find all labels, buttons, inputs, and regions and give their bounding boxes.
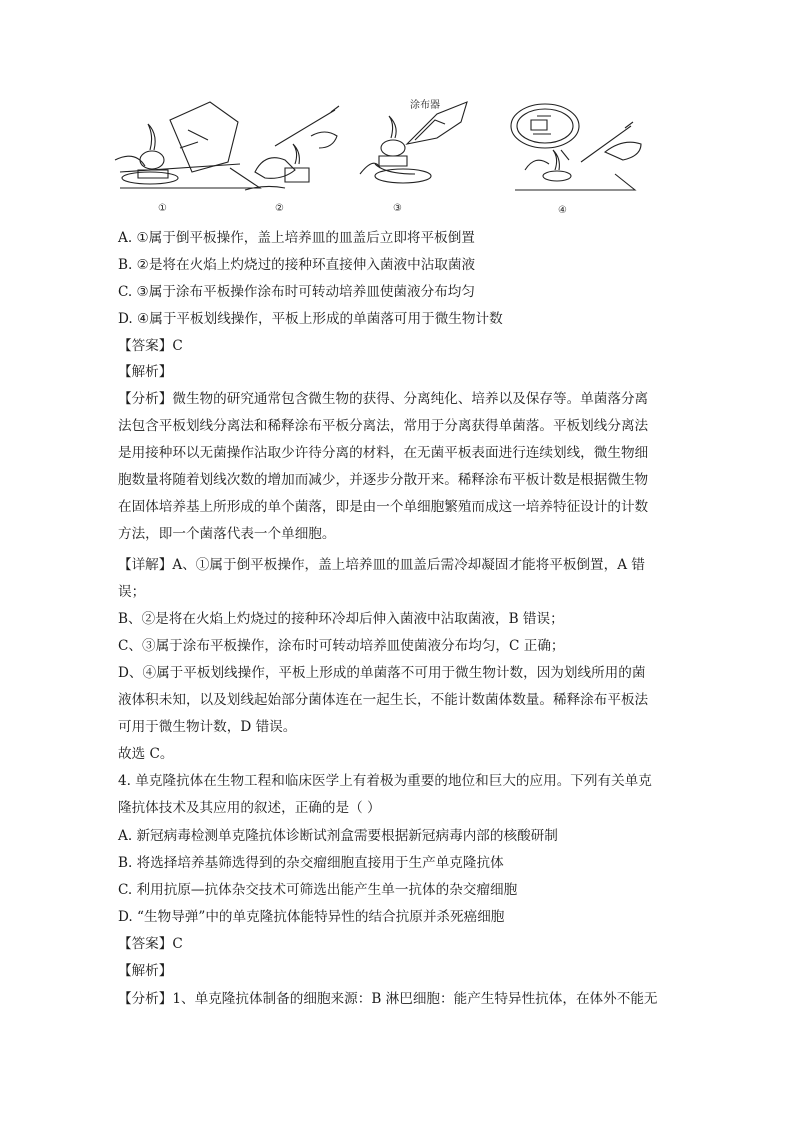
figure-label-4: ④ bbox=[558, 205, 567, 216]
q3-detail-line: B、②是将在火焰上灼烧过的接种环冷却后伸入菌液中沾取菌液，B 错误； bbox=[118, 611, 564, 627]
figure-2-loop bbox=[245, 106, 339, 190]
q3-option-a: A. ①属于倒平板操作，盖上培养皿的皿盖后立即将平板倒置 bbox=[118, 230, 475, 246]
figure-label-3: ③ bbox=[393, 203, 402, 214]
figure-label-2: ② bbox=[275, 203, 284, 214]
q4-option-c: C. 利用抗原—抗体杂交技术可筛选出能产生单一抗体的杂交瘤细胞 bbox=[118, 882, 518, 898]
q3-option-d: D. ④属于平板划线操作，平板上形成的单菌落可用于微生物计数 bbox=[118, 311, 503, 327]
figure-3-spread bbox=[360, 102, 467, 183]
q3-analysis-line: 方法，即一个菌落代表一个单细胞。 bbox=[118, 526, 336, 542]
q4-option-b: B. 将选择培养基筛选得到的杂交瘤细胞直接用于生产单克隆抗体 bbox=[118, 855, 504, 871]
q3-analysis-title: 【解析】 bbox=[118, 364, 173, 380]
q3-detail-line: 故选 C。 bbox=[118, 746, 174, 762]
figure-1-pour-plate bbox=[115, 102, 260, 188]
q3-detail-line: D、④属于平板划线操作，平板上形成的单菌落不可用于微生物计数，因为划线所用的菌 bbox=[118, 665, 646, 681]
q3-analysis-line: 【分析】微生物的研究通常包含微生物的获得、分离纯化、培养以及保存等。单菌落分离 bbox=[118, 391, 649, 407]
q3-detail-line: 可用于微生物计数，D 错误。 bbox=[118, 719, 297, 735]
q3-analysis-line: 法包含平板划线分离法和稀释涂布平板分离法，常用于分离获得单菌落。平板划线分离法 bbox=[118, 418, 649, 434]
q3-detail-line: C、③属于涂布平板操作，涂布时可转动培养皿使菌液分布均匀，C 正确； bbox=[118, 638, 565, 654]
q4-stem-line: 4. 单克隆抗体在生物工程和临床医学上有着极为重要的地位和巨大的应用。下列有关单克 bbox=[118, 773, 652, 789]
q3-answer: 【答案】C bbox=[118, 338, 183, 354]
q3-detail-line: 液体积未知，以及划线起始部分菌体连在一起生长，不能计数菌体数量。稀释涂布平板法 bbox=[118, 692, 649, 708]
q4-option-d: D. “生物导弹”中的单克隆抗体能特异性的结合抗原并杀死癌细胞 bbox=[118, 909, 505, 925]
q3-option-c: C. ③属于涂布平板操作涂布时可转动培养皿使菌液分布均匀 bbox=[118, 284, 475, 300]
q3-detail-line: 误； bbox=[118, 584, 146, 600]
q3-analysis-line: 是用接种环以无菌操作沾取少许待分离的材料，在无菌平板表面进行连续划线，微生物细 bbox=[118, 445, 649, 461]
figure-label-1: ① bbox=[158, 203, 167, 214]
spreader-label: 涂布器 bbox=[410, 100, 440, 111]
q4-answer: 【答案】C bbox=[118, 936, 183, 952]
q3-analysis-line: 胞数量将随着划线次数的增加而减少，并逐步分散开来。稀释涂布平板计数是根据微生物 bbox=[118, 472, 649, 488]
q3-detail-line: 【详解】A、①属于倒平板操作，盖上培养皿的皿盖后需冷却凝固才能将平板倒置，A 错 bbox=[118, 557, 645, 573]
lab-procedure-figure bbox=[110, 90, 670, 218]
q4-analysis-line: 【分析】1、单克隆抗体制备的细胞来源：B 淋巴细胞：能产生特异性抗体，在体外不能无 bbox=[118, 991, 658, 1007]
q3-option-b: B. ②是将在火焰上灼烧过的接种环直接伸入菌液中沾取菌液 bbox=[118, 257, 476, 273]
q4-analysis-title: 【解析】 bbox=[118, 963, 173, 979]
figure-4-streak bbox=[511, 104, 641, 190]
q3-analysis-line: 在固体培养基上所形成的单个菌落，即是由一个单细胞繁殖而成这一培养特征设计的计数 bbox=[118, 499, 649, 515]
q4-stem-line: 隆抗体技术及其应用的叙述，正确的是（ ） bbox=[118, 800, 381, 816]
q4-option-a: A. 新冠病毒检测单克隆抗体诊断试剂盒需要根据新冠病毒内部的核酸研制 bbox=[118, 828, 558, 844]
